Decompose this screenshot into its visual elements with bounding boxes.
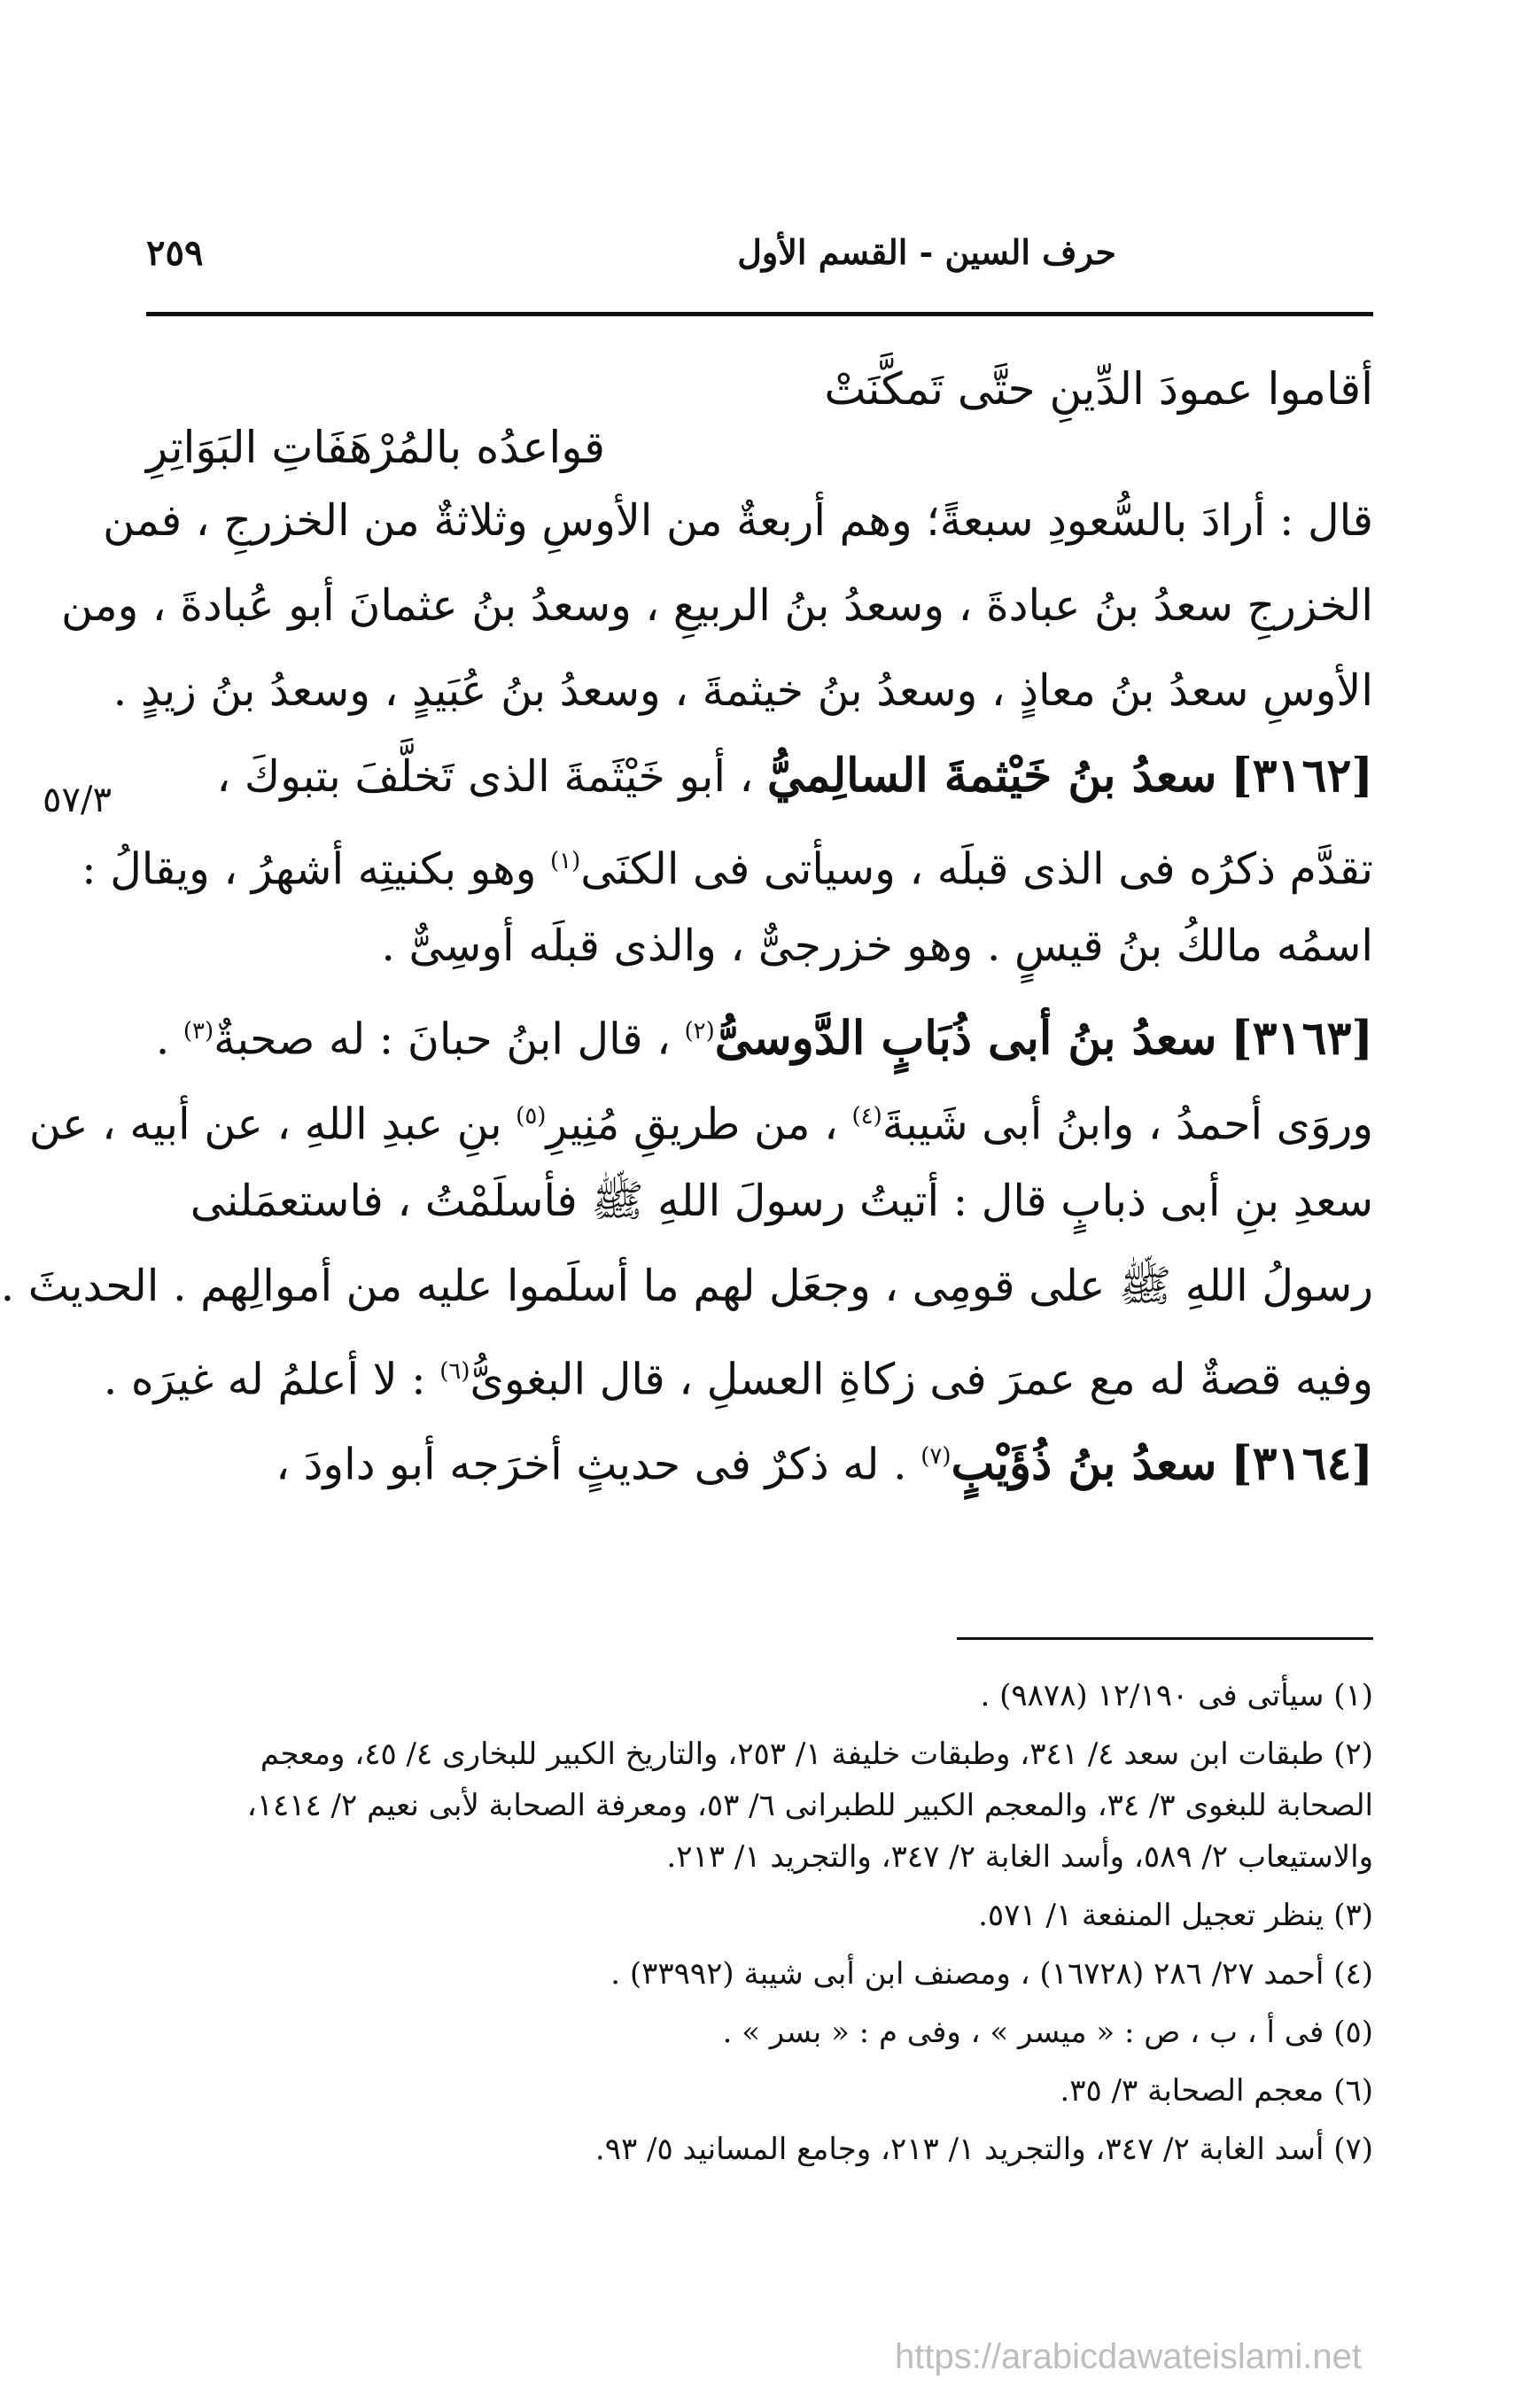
entry-name: سعدُ بنُ خَيْثمةَ السالِميُّ [766, 749, 1217, 803]
entry-3163-line [146, 989, 1373, 1074]
entry-text: ، من طريقِ مُنِيرِ [546, 1099, 838, 1150]
footnote-divider [957, 1637, 1373, 1640]
entry-3163-line: رسولُ اللهِ ﷺ على قومِى ، وجعَل لهم ما أسلَموا عليه من أموالِهم . الحديثَ . [0, 1261, 1373, 1311]
footnote-marker[interactable]: (٦) [439, 1358, 470, 1385]
footnote-marker[interactable]: (٤) [851, 1103, 882, 1130]
footnotes [146, 1670, 1373, 2175]
footnote-marker[interactable]: (٢) [684, 1018, 715, 1045]
entry-text: . له ذكرٌ فى حديثٍ أخرَجه أبو داودَ ، [276, 1439, 907, 1490]
footnote-2-continued: والاستيعاب ٢/ ٥٨٩، وأسد الغابة ٢/ ٣٤٧، والتجريد ١/ ٢١٣. [666, 1839, 1373, 1875]
entry-3163-line [28, 1074, 1373, 1159]
entry-text: ، أبو خَيْثَمةَ الذى تَخلَّفَ بتبوكَ ، [216, 751, 754, 802]
entry-text: وروَى أحمدُ ، وابنُ أبى شَيبةَ [882, 1099, 1373, 1150]
verse-hemistich-first: أقاموا عمودَ الدِّينِ حتَّى تَمكَّنَتْ [824, 363, 1373, 415]
entry-text: تقدَّم ذكرُه فى الذى قبلَه ، وسيأتى فى الكنَى [580, 843, 1373, 895]
entry-3162-line [146, 734, 1373, 819]
entry-name: سعدُ بنُ ذُؤَيْبٍ [951, 1436, 1217, 1491]
footnote-4: (٤) أحمد ٢٧/ ٢٨٦ (١٦٧٢٨) ، ومصنف ابن أبى شيبة (٣٣٩٩٢) . [610, 1956, 1373, 1992]
entry-text: وهو بكنيتِه أشهرُ ، ويقالُ : [82, 843, 537, 895]
running-header [146, 232, 1373, 285]
entry-name: سعدُ بنُ أبى ذُبَابٍ الدَّوسىُّ [714, 1011, 1217, 1066]
footnote-2: (٢) طبقات ابن سعد ٤/ ٣٤١، وطبقات خليفة ١/ ٢٥٣، والتاريخ الكبير للبخارى ٤/ ٤٥، ومعجم [260, 1736, 1373, 1772]
footnote-6: (٦) معجم الصحابة ٣/ ٣٥. [1060, 2073, 1373, 2109]
footnote-marker[interactable]: (٥) [516, 1103, 547, 1130]
paragraph-line: قال : أرادَ بالسُّعودِ سبعةً؛ وهم أربعةٌ من الأوسِ وثلاثةٌ من الخزرجِ ، فمن [103, 495, 1373, 546]
entry-number: [٣١٦٢] [1231, 749, 1373, 803]
watermark-url: https://arabicdawateislami.net [895, 2337, 1362, 2376]
margin-reference: ٥٧/٣ [43, 780, 112, 820]
entry-text: : لا أعلمُ له غيرَه . [103, 1354, 426, 1405]
entry-number: [٣١٦٤] [1231, 1436, 1373, 1491]
entry-3163-line: سعدِ بنِ أبى ذبابٍ قال : أتيتُ رسولَ اللهِ ﷺ فأسلَمْتُ ، فاستعمَلنى [190, 1176, 1373, 1226]
footnote-5: (٥) فى أ ، ب ، ص : « ميسر » ، وفى م : « بسر » . [722, 2015, 1373, 2050]
entry-3164-line [146, 1414, 1373, 1499]
footnote-marker[interactable]: (١) [549, 848, 581, 874]
entry-text: . [155, 1014, 170, 1065]
entry-3162-line: اسمُه مالكُ بنُ قيسٍ . وهو خزرجىٌّ ، والذى قبلَه أوسِىٌّ . [381, 920, 1373, 971]
entry-text: ، قال ابنُ حبانَ : له صحبةٌ [214, 1014, 671, 1065]
entry-number: [٣١٦٣] [1231, 1011, 1373, 1066]
entry-3162-line [82, 819, 1373, 904]
paragraph-line: الأوسِ سعدُ بنُ معاذٍ ، وسعدُ بنُ خيثمةَ ، وسعدُ بنُ عُبَيدٍ ، وسعدُ بنُ زيدٍ . [113, 665, 1373, 716]
footnote-marker[interactable]: (٧) [920, 1443, 952, 1470]
paragraph-line: الخزرجِ سعدُ بنُ عبادةَ ، وسعدُ بنُ الربيعِ ، وسعدُ بنُ عثمانَ أبو عُبادةَ ، ومن [61, 580, 1373, 631]
entry-3163-line [103, 1329, 1373, 1414]
page-number: ٢٥٩ [146, 232, 204, 274]
footnote-3: (٣) ينظر تعجيل المنفعة ١/ ٥٧١. [978, 1898, 1373, 1933]
poetry-verse [146, 354, 1373, 478]
header-divider [146, 312, 1373, 316]
footnote-1: (١) سيأتى فى ١٢/١٩٠ (٩٨٧٨) . [980, 1678, 1373, 1713]
footnote-2-continued: الصحابة للبغوى ٣/ ٣٤، والمعجم الكبير للطبرانى ٦/ ٥٣، ومعرفة الصحابة لأبى نعيم ٢/ ١٤١٤، [246, 1788, 1373, 1823]
footnote-7: (٧) أسد الغابة ٢/ ٣٤٧، والتجريد ١/ ٢١٣، وجامع المسانيد ٥/ ٩٣. [594, 2132, 1373, 2167]
page-title: حرف السين - القسم الأول [737, 232, 1116, 272]
entry-text: بنِ عبدِ اللهِ ، عن أبيه ، عن [28, 1099, 502, 1150]
verse-hemistich-second: قواعدُه بالمُرْهَفَاتِ البَوَاتِرِ [146, 422, 605, 473]
footnote-marker[interactable]: (٣) [183, 1018, 214, 1045]
entry-text: وفيه قصةٌ له مع عمرَ فى زكاةِ العسلِ ، قال البغوىُّ [470, 1354, 1373, 1405]
